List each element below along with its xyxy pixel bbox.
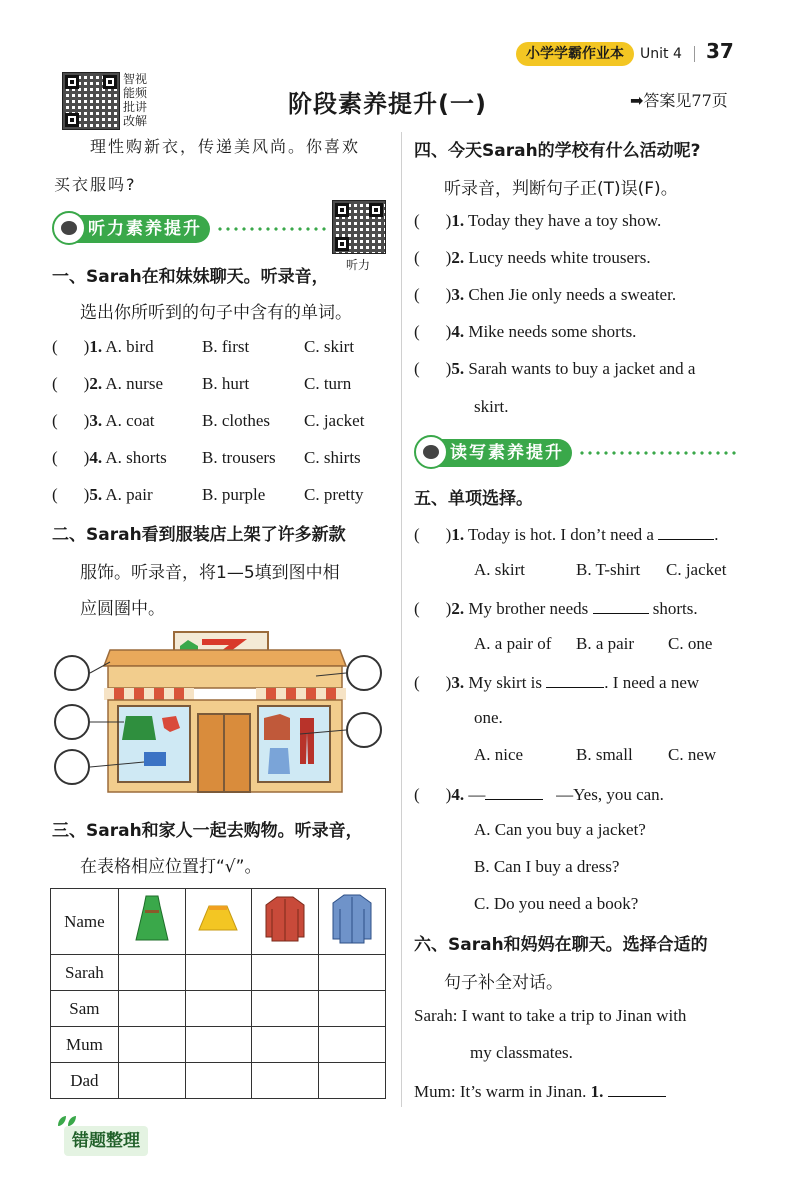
q5-item: ( )1. Today is hot. I don’t need a . bbox=[414, 522, 718, 546]
intro-line-2: 买衣服吗? bbox=[54, 175, 137, 194]
listening-banner-label: 听力素养提升 bbox=[88, 219, 202, 239]
dialogue-line: Mum: It’s warm in Jinan. 1. bbox=[414, 1079, 666, 1103]
q1-item: ( )1. A. bird B. first C. skirt bbox=[52, 337, 355, 356]
clothing-store-illustration bbox=[52, 628, 386, 796]
q1-instruction: 选出你所听到的句子中含有的单词。 bbox=[80, 303, 352, 323]
dog-mascot-icon bbox=[414, 435, 448, 469]
answer-blank[interactable] bbox=[546, 670, 604, 688]
table-row-label: Sam bbox=[51, 991, 119, 1027]
q5-options: A. nice B. small C. new bbox=[474, 745, 717, 764]
check-cell[interactable] bbox=[185, 1063, 252, 1099]
check-cell[interactable] bbox=[319, 1027, 386, 1063]
page-number: 37 bbox=[706, 39, 734, 63]
check-cell[interactable] bbox=[252, 1063, 319, 1099]
q5-item: ( )2. My brother needs shorts. bbox=[414, 596, 698, 620]
check-cell[interactable] bbox=[185, 1027, 252, 1063]
qr-code-icon[interactable] bbox=[332, 200, 386, 254]
q3-heading: 三、Sarah和家人一起去购物。听录音， bbox=[52, 821, 363, 841]
check-cell[interactable] bbox=[118, 955, 185, 991]
reading-banner-label: 读写素养提升 bbox=[450, 443, 564, 463]
answer-circle[interactable] bbox=[54, 749, 90, 785]
check-cell[interactable] bbox=[118, 1063, 185, 1099]
speaker-sarah: Sarah: bbox=[414, 1006, 458, 1025]
dialogue-line: Sarah: I want to take a trip to Jinan with bbox=[414, 1006, 687, 1025]
answer-blank[interactable] bbox=[658, 522, 714, 540]
answer-circle[interactable] bbox=[346, 655, 382, 691]
q1-item: ( )5. A. pair B. purple C. pretty bbox=[52, 485, 364, 504]
table-row-label: Dad bbox=[51, 1063, 119, 1099]
q4-item: ( )4. Mike needs some shorts. bbox=[414, 322, 637, 341]
column-divider bbox=[401, 132, 402, 1107]
answer-circle[interactable] bbox=[346, 712, 382, 748]
check-cell[interactable] bbox=[319, 991, 386, 1027]
q6-heading: 六、Sarah和妈妈在聊天。选择合适的 bbox=[414, 935, 708, 955]
q1-item: ( )4. A. shorts B. trousers C. shirts bbox=[52, 448, 361, 467]
q1-heading: 一、Sarah在和妹妹聊天。听录音， bbox=[52, 267, 329, 287]
unit-label: Unit 4 bbox=[640, 46, 682, 62]
check-cell[interactable] bbox=[252, 1027, 319, 1063]
series-badge: 小学学霸作业本 bbox=[516, 42, 634, 66]
qr-note: 智视能频批讲改解 bbox=[123, 72, 148, 128]
q1-item: ( )2. A. nurse B. hurt C. turn bbox=[52, 374, 352, 393]
q2-heading: 二、Sarah看到服装店上架了许多新款 bbox=[52, 525, 346, 545]
q2-instruction-line2: 服饰。听录音，将1—5填到图中相 bbox=[80, 563, 340, 583]
dialogue-line-continuation: my classmates. bbox=[470, 1043, 573, 1062]
intro-line-1: 理性购新衣，传递美风尚。你喜欢 bbox=[90, 137, 361, 156]
dotted-line bbox=[578, 451, 738, 455]
answer-blank[interactable] bbox=[608, 1079, 666, 1097]
q4-item: ( )3. Chen Jie only needs a sweater. bbox=[414, 285, 677, 304]
q5-options: A. a pair of B. a pair C. one bbox=[474, 634, 713, 653]
speaker-mum: Mum: bbox=[414, 1082, 456, 1101]
answer-blank[interactable] bbox=[593, 596, 649, 614]
q4-item: ( )2. Lucy needs white trousers. bbox=[414, 248, 651, 267]
header-separator bbox=[694, 46, 695, 62]
dotted-line bbox=[216, 227, 326, 231]
q5-heading: 五、单项选择。 bbox=[414, 489, 533, 509]
answer-reference: ➡答案见77页 bbox=[630, 91, 728, 110]
q6-instruction: 句子补全对话。 bbox=[444, 973, 563, 993]
shirt-icon bbox=[252, 889, 319, 955]
q1-item: ( )3. A. coat B. clothes C. jacket bbox=[52, 411, 365, 430]
shopping-check-table bbox=[50, 888, 386, 1099]
q5-item: ( )4. — —Yes, you can. bbox=[414, 782, 664, 806]
headphones-mascot-icon bbox=[52, 211, 86, 245]
arrow-right-icon: ➡ bbox=[630, 91, 644, 110]
q4-item-continuation: skirt. bbox=[474, 397, 509, 416]
table-row-label: Mum bbox=[51, 1027, 119, 1063]
q3-instruction: 在表格相应位置打“√”。 bbox=[80, 857, 262, 877]
check-cell[interactable] bbox=[319, 1063, 386, 1099]
q5-option-c: C. Do you need a book? bbox=[474, 894, 639, 913]
check-cell[interactable] bbox=[252, 991, 319, 1027]
q4-item: ( )1. Today they have a toy show. bbox=[414, 211, 662, 230]
q4-instruction: 听录音，判断句子正(T)误(F)。 bbox=[444, 179, 678, 199]
answer-circle[interactable] bbox=[54, 704, 90, 740]
error-notes-label: 错题整理 bbox=[64, 1126, 148, 1156]
qr-code-icon[interactable] bbox=[62, 72, 120, 130]
check-cell[interactable] bbox=[185, 955, 252, 991]
q4-item: ( )5. Sarah wants to buy a jacket and a bbox=[414, 359, 696, 378]
q5-item: ( )3. My skirt is . I need a new bbox=[414, 670, 699, 694]
check-cell[interactable] bbox=[252, 955, 319, 991]
q4-heading: 四、今天Sarah的学校有什么活动呢? bbox=[414, 141, 701, 161]
answer-blank[interactable] bbox=[485, 782, 543, 800]
q5-option-a: A. Can you buy a jacket? bbox=[474, 820, 646, 839]
answer-circle[interactable] bbox=[54, 655, 90, 691]
check-cell[interactable] bbox=[185, 991, 252, 1027]
q5-option-b: B. Can I buy a dress? bbox=[474, 857, 620, 876]
check-cell[interactable] bbox=[319, 955, 386, 991]
skirt-icon bbox=[185, 889, 252, 955]
jacket-icon bbox=[319, 889, 386, 955]
check-cell[interactable] bbox=[118, 991, 185, 1027]
table-header-name: Name bbox=[51, 889, 119, 955]
page-title: 阶段素养提升(一) bbox=[288, 90, 487, 118]
check-cell[interactable] bbox=[118, 1027, 185, 1063]
listening-banner bbox=[58, 214, 326, 244]
q5-options: A. skirt B. T-shirt C. jacket bbox=[474, 560, 727, 579]
table-row-label: Sarah bbox=[51, 955, 119, 991]
qr-note-listening: 听力 bbox=[346, 258, 371, 272]
q2-instruction-line3: 应圆圈中。 bbox=[80, 599, 165, 619]
reading-banner bbox=[420, 438, 738, 468]
q5-item-continuation: one. bbox=[474, 708, 503, 727]
dress-icon bbox=[118, 889, 185, 955]
